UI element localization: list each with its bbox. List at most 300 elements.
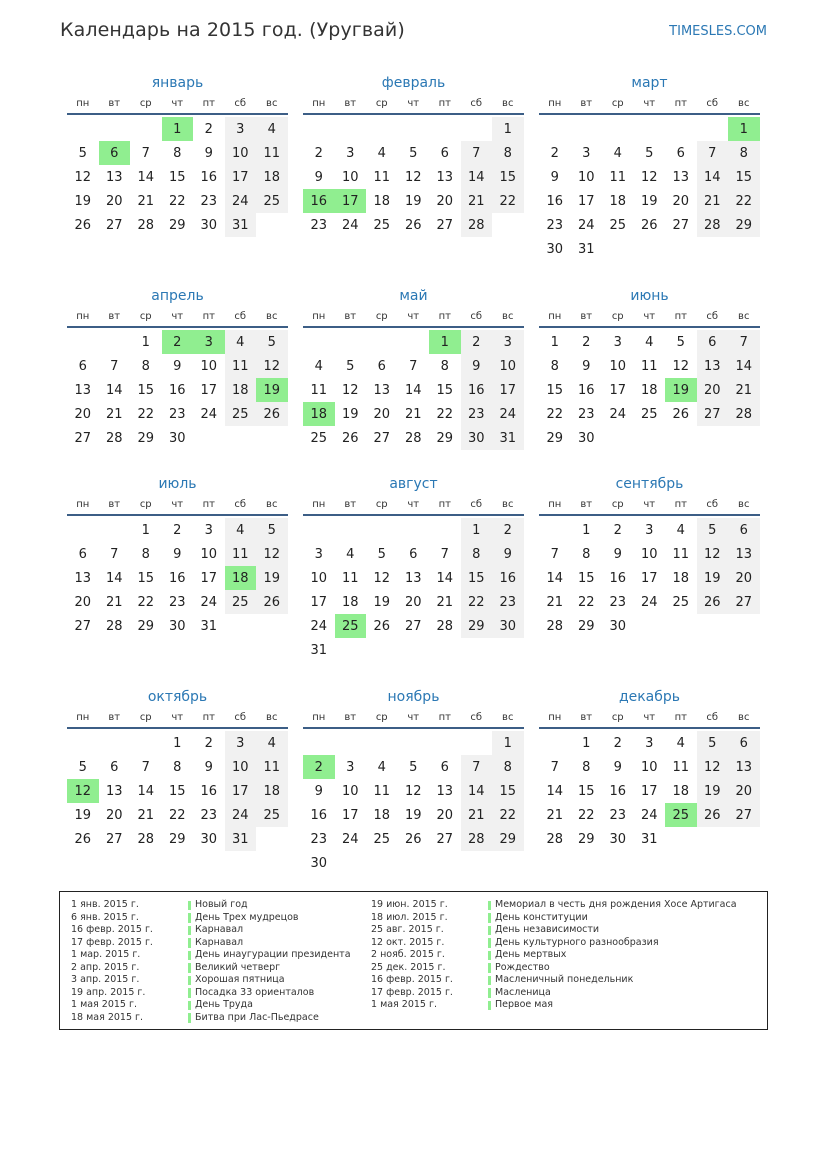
day-cell: 23 <box>577 406 595 422</box>
day-cell: 15 <box>728 165 760 189</box>
day-cell: 11 <box>609 169 627 185</box>
day-cell: 19 <box>697 779 729 803</box>
weekday-label: сб <box>234 499 247 510</box>
weekday-header <box>539 495 760 516</box>
weekday-header <box>303 307 524 328</box>
weekday-label: пт <box>438 712 451 723</box>
day-cell: 6 <box>676 145 685 161</box>
weekday-label: пт <box>438 499 451 510</box>
weekday-header <box>539 94 760 115</box>
empty-day-cell <box>335 330 367 354</box>
weekday-label: сб <box>470 98 483 109</box>
day-cell: 13 <box>728 755 760 779</box>
day-cell: 17 <box>200 570 218 586</box>
day-cell: 16 <box>168 382 186 398</box>
day-cell: 8 <box>173 145 182 161</box>
legend-row <box>371 999 737 1012</box>
day-cell: 23 <box>461 402 493 426</box>
day-cell: 18 <box>256 165 288 189</box>
weekday-label: сб <box>234 311 247 322</box>
day-cell: 27 <box>105 217 123 233</box>
day-cell: 30 <box>168 430 186 446</box>
days-grid <box>539 731 760 851</box>
day-cell: 8 <box>492 141 524 165</box>
day-cell: 5 <box>409 759 418 775</box>
legend-holiday-name: День независимости <box>488 924 599 937</box>
day-cell: 27 <box>672 217 690 233</box>
day-cell: 4 <box>314 358 323 374</box>
day-cell: 14 <box>546 570 564 586</box>
day-cell: 9 <box>613 759 622 775</box>
day-cell: 8 <box>550 358 559 374</box>
day-cell: 21 <box>728 378 760 402</box>
day-cell: 9 <box>173 546 182 562</box>
day-cell: 23 <box>168 406 186 422</box>
day-cell: 19 <box>697 566 729 590</box>
day-cell: 20 <box>404 594 422 610</box>
day-cell: 30 <box>461 426 493 450</box>
day-cell: 6 <box>377 358 386 374</box>
day-cell: 14 <box>137 169 155 185</box>
day-cell: 4 <box>377 759 386 775</box>
weekday-label: пн <box>312 311 326 322</box>
month-name: январь <box>151 75 204 91</box>
day-cell: 19 <box>341 406 359 422</box>
holiday-day-cell: 18 <box>225 566 257 590</box>
day-cell: 30 <box>546 241 564 257</box>
weekday-label: вс <box>502 499 514 510</box>
day-cell: 7 <box>141 759 150 775</box>
day-cell: 26 <box>74 217 92 233</box>
day-cell: 2 <box>314 145 323 161</box>
day-cell: 4 <box>346 546 355 562</box>
day-cell: 8 <box>173 759 182 775</box>
weekday-label: ср <box>375 311 388 322</box>
day-cell: 14 <box>105 570 123 586</box>
day-cell: 19 <box>373 594 391 610</box>
day-cell: 1 <box>550 334 559 350</box>
day-cell: 22 <box>492 803 524 827</box>
day-cell: 8 <box>492 755 524 779</box>
day-cell: 2 <box>613 735 622 751</box>
day-cell: 13 <box>105 783 123 799</box>
day-cell: 20 <box>728 779 760 803</box>
empty-day-cell <box>398 117 430 141</box>
day-cell: 21 <box>546 594 564 610</box>
legend-date: 18 июл. 2015 г. <box>371 911 448 923</box>
day-cell: 20 <box>105 807 123 823</box>
day-cell: 21 <box>105 594 123 610</box>
day-cell: 21 <box>404 406 422 422</box>
legend-holiday-name: День мертвых <box>488 949 566 962</box>
legend-date: 16 февр. 2015 г. <box>71 924 153 935</box>
day-cell: 19 <box>74 193 92 209</box>
day-cell: 9 <box>461 354 493 378</box>
weekday-label: пт <box>202 98 215 109</box>
day-cell: 27 <box>105 831 123 847</box>
days-grid <box>303 731 524 875</box>
weekday-label: ср <box>611 311 624 322</box>
day-cell: 4 <box>676 522 685 538</box>
day-cell: 29 <box>168 217 186 233</box>
day-cell: 23 <box>310 217 328 233</box>
legend-holiday-name: День Трех мудрецов <box>188 912 299 925</box>
legend-date: 17 февр. 2015 г. <box>371 986 453 998</box>
day-cell: 9 <box>204 145 213 161</box>
legend-date: 18 мая 2015 г. <box>71 1011 144 1023</box>
day-cell: 10 <box>200 358 218 374</box>
weekday-label: ср <box>611 712 624 723</box>
day-cell: 10 <box>609 358 627 374</box>
day-cell: 22 <box>492 189 524 213</box>
empty-day-cell <box>67 330 99 354</box>
day-cell: 7 <box>550 546 559 562</box>
day-cell: 26 <box>697 590 729 614</box>
day-cell: 15 <box>577 783 595 799</box>
weekday-label: вт <box>344 98 357 109</box>
day-cell: 11 <box>341 570 359 586</box>
empty-day-cell <box>697 117 729 141</box>
month-5 <box>303 285 524 450</box>
weekday-label: вс <box>266 98 278 109</box>
weekday-label: ср <box>375 98 388 109</box>
empty-day-cell <box>335 731 367 755</box>
legend-holiday-name: Рождество <box>488 962 550 975</box>
day-cell: 29 <box>436 430 454 446</box>
day-cell: 3 <box>613 334 622 350</box>
empty-day-cell <box>130 117 162 141</box>
day-cell: 8 <box>728 141 760 165</box>
day-cell: 5 <box>78 759 87 775</box>
legend-date: 6 янв. 2015 г. <box>71 911 139 923</box>
legend-date: 16 февр. 2015 г. <box>371 974 453 985</box>
days-grid <box>67 731 288 851</box>
legend-holiday-name: Карнавал <box>188 924 243 937</box>
day-cell: 1 <box>492 731 524 755</box>
day-cell: 29 <box>546 430 564 446</box>
empty-day-cell <box>67 731 99 755</box>
days-grid <box>539 117 760 261</box>
holiday-day-cell: 16 <box>303 189 335 213</box>
legend-holiday-name: Масленичный понедельник <box>488 974 633 987</box>
day-cell: 23 <box>168 594 186 610</box>
day-cell: 4 <box>225 330 257 354</box>
day-cell: 18 <box>373 193 391 209</box>
weekday-label: вс <box>738 98 750 109</box>
weekday-label: пт <box>438 98 451 109</box>
day-cell: 9 <box>173 358 182 374</box>
legend-row <box>371 949 737 962</box>
legend-row <box>71 924 351 937</box>
weekday-label: чт <box>407 712 420 723</box>
empty-day-cell <box>429 731 461 755</box>
empty-day-cell <box>67 117 99 141</box>
day-cell: 24 <box>225 803 257 827</box>
weekday-label: пн <box>548 311 562 322</box>
day-cell: 4 <box>676 735 685 751</box>
legend-column-right <box>371 899 737 1012</box>
legend-holiday-name: День культурного разнообразия <box>488 937 659 950</box>
day-cell: 16 <box>609 570 627 586</box>
weekday-label: вс <box>502 311 514 322</box>
day-cell: 28 <box>728 402 760 426</box>
day-cell: 14 <box>436 570 454 586</box>
day-cell: 18 <box>373 807 391 823</box>
empty-day-cell <box>665 117 697 141</box>
day-cell: 3 <box>314 546 323 562</box>
day-cell: 28 <box>404 430 422 446</box>
day-cell: 12 <box>672 358 690 374</box>
month-2 <box>303 72 524 237</box>
legend-row <box>71 974 351 987</box>
empty-day-cell <box>398 518 430 542</box>
day-cell: 9 <box>314 169 323 185</box>
empty-day-cell <box>303 117 335 141</box>
days-grid <box>67 117 288 237</box>
day-cell: 6 <box>697 330 729 354</box>
day-cell: 2 <box>204 121 213 137</box>
weekday-label: вс <box>266 499 278 510</box>
weekday-header <box>67 94 288 115</box>
legend-holiday-name: Масленица <box>488 987 551 1000</box>
empty-day-cell <box>429 518 461 542</box>
weekday-label: ср <box>139 98 152 109</box>
month-name: декабрь <box>618 689 681 705</box>
empty-day-cell <box>539 518 571 542</box>
day-cell: 1 <box>141 522 150 538</box>
day-cell: 31 <box>225 827 257 851</box>
day-cell: 6 <box>728 731 760 755</box>
day-cell: 24 <box>609 406 627 422</box>
weekday-label: вс <box>266 712 278 723</box>
holiday-day-cell: 1 <box>162 117 194 141</box>
day-cell: 2 <box>613 522 622 538</box>
day-cell: 24 <box>200 406 218 422</box>
weekday-label: пт <box>202 712 215 723</box>
weekday-label: чт <box>171 311 184 322</box>
day-cell: 28 <box>137 831 155 847</box>
month-name: июль <box>158 476 197 492</box>
holiday-day-cell: 2 <box>303 755 335 779</box>
day-cell: 15 <box>546 382 564 398</box>
empty-day-cell <box>602 117 634 141</box>
day-cell: 3 <box>225 731 257 755</box>
day-cell: 11 <box>310 382 328 398</box>
day-cell: 3 <box>582 145 591 161</box>
day-cell: 25 <box>609 217 627 233</box>
day-cell: 6 <box>78 358 87 374</box>
day-cell: 26 <box>672 406 690 422</box>
day-cell: 20 <box>672 193 690 209</box>
day-cell: 10 <box>310 570 328 586</box>
empty-day-cell <box>398 330 430 354</box>
day-cell: 17 <box>609 382 627 398</box>
legend-date: 2 апр. 2015 г. <box>71 961 140 973</box>
day-cell: 12 <box>74 169 92 185</box>
holiday-day-cell: 19 <box>665 378 697 402</box>
day-cell: 20 <box>373 406 391 422</box>
day-cell: 22 <box>461 590 493 614</box>
days-grid <box>303 117 524 237</box>
day-cell: 14 <box>461 779 493 803</box>
day-cell: 17 <box>225 779 257 803</box>
day-cell: 12 <box>404 169 422 185</box>
weekday-label: пн <box>76 98 90 109</box>
day-cell: 30 <box>200 217 218 233</box>
day-cell: 22 <box>577 594 595 610</box>
legend-date: 17 февр. 2015 г. <box>71 936 153 948</box>
empty-day-cell <box>335 117 367 141</box>
day-cell: 29 <box>137 430 155 446</box>
weekday-label: вс <box>266 311 278 322</box>
day-cell: 21 <box>137 193 155 209</box>
legend-date: 19 июн. 2015 г. <box>371 899 448 910</box>
weekday-label: ср <box>611 98 624 109</box>
holiday-day-cell: 3 <box>193 330 225 354</box>
weekday-header <box>67 495 288 516</box>
day-cell: 18 <box>341 594 359 610</box>
empty-day-cell <box>366 518 398 542</box>
legend-row <box>71 1012 351 1025</box>
day-cell: 11 <box>256 755 288 779</box>
legend-holiday-name: Битва при Лас-Пьедрасе <box>188 1012 319 1025</box>
day-cell: 29 <box>577 831 595 847</box>
day-cell: 7 <box>110 546 119 562</box>
day-cell: 26 <box>341 430 359 446</box>
day-cell: 14 <box>697 165 729 189</box>
day-cell: 29 <box>137 618 155 634</box>
day-cell: 25 <box>225 402 257 426</box>
day-cell: 28 <box>461 827 493 851</box>
month-name: октябрь <box>147 689 208 705</box>
day-cell: 4 <box>613 145 622 161</box>
day-cell: 8 <box>440 358 449 374</box>
site-link[interactable]: TIMESLES.COM <box>669 24 767 39</box>
day-cell: 20 <box>436 807 454 823</box>
day-cell: 26 <box>373 618 391 634</box>
weekday-label: сб <box>706 499 719 510</box>
weekday-header <box>303 495 524 516</box>
day-cell: 7 <box>110 358 119 374</box>
weekday-label: сб <box>234 712 247 723</box>
day-cell: 1 <box>461 518 493 542</box>
day-cell: 29 <box>168 831 186 847</box>
day-cell: 5 <box>676 334 685 350</box>
day-cell: 28 <box>697 213 729 237</box>
weekday-label: чт <box>407 499 420 510</box>
weekday-label: чт <box>643 499 656 510</box>
day-cell: 10 <box>341 169 359 185</box>
day-cell: 13 <box>672 169 690 185</box>
day-cell: 10 <box>640 546 658 562</box>
day-cell: 16 <box>492 566 524 590</box>
day-cell: 24 <box>341 831 359 847</box>
empty-day-cell <box>539 731 571 755</box>
day-cell: 15 <box>168 783 186 799</box>
day-cell: 15 <box>168 169 186 185</box>
day-cell: 23 <box>609 807 627 823</box>
day-cell: 28 <box>461 213 493 237</box>
day-cell: 3 <box>346 145 355 161</box>
weekday-label: пн <box>548 98 562 109</box>
weekday-label: пт <box>674 311 687 322</box>
day-cell: 23 <box>200 807 218 823</box>
month-11 <box>303 686 524 875</box>
day-cell: 3 <box>492 330 524 354</box>
day-cell: 26 <box>256 402 288 426</box>
legend-row <box>71 999 351 1012</box>
month-4 <box>67 285 288 450</box>
weekday-label: ср <box>139 499 152 510</box>
day-cell: 10 <box>200 546 218 562</box>
day-cell: 28 <box>436 618 454 634</box>
day-cell: 27 <box>436 217 454 233</box>
day-cell: 25 <box>225 590 257 614</box>
day-cell: 11 <box>672 546 690 562</box>
legend-holiday-name: Карнавал <box>188 937 243 950</box>
day-cell: 28 <box>546 618 564 634</box>
day-cell: 5 <box>256 518 288 542</box>
day-cell: 18 <box>672 783 690 799</box>
legend-row <box>71 962 351 975</box>
day-cell: 4 <box>225 518 257 542</box>
legend-row <box>371 924 737 937</box>
day-cell: 10 <box>640 759 658 775</box>
day-cell: 27 <box>728 590 760 614</box>
day-cell: 5 <box>697 731 729 755</box>
day-cell: 22 <box>137 594 155 610</box>
weekday-label: пн <box>76 712 90 723</box>
day-cell: 15 <box>492 779 524 803</box>
weekday-label: пн <box>312 98 326 109</box>
day-cell: 6 <box>440 759 449 775</box>
weekday-label: вт <box>580 98 593 109</box>
empty-day-cell <box>366 117 398 141</box>
day-cell: 14 <box>461 165 493 189</box>
day-cell: 28 <box>105 618 123 634</box>
day-cell: 11 <box>373 783 391 799</box>
day-cell: 20 <box>74 406 92 422</box>
weekday-label: пн <box>312 712 326 723</box>
month-12 <box>539 686 760 851</box>
holiday-day-cell: 25 <box>665 803 697 827</box>
day-cell: 11 <box>672 759 690 775</box>
page-title: Календарь на 2015 год. (Уругвай) <box>60 19 405 41</box>
weekday-label: чт <box>171 499 184 510</box>
day-cell: 7 <box>728 330 760 354</box>
day-cell: 28 <box>546 831 564 847</box>
day-cell: 30 <box>577 430 595 446</box>
day-cell: 26 <box>256 590 288 614</box>
month-name: апрель <box>151 288 204 304</box>
day-cell: 21 <box>697 189 729 213</box>
empty-day-cell <box>99 330 131 354</box>
day-cell: 24 <box>225 189 257 213</box>
weekday-label: пт <box>674 98 687 109</box>
day-cell: 19 <box>404 193 422 209</box>
day-cell: 25 <box>672 594 690 610</box>
weekday-label: чт <box>407 98 420 109</box>
day-cell: 9 <box>550 169 559 185</box>
weekday-label: пт <box>674 499 687 510</box>
legend-row <box>371 974 737 987</box>
day-cell: 7 <box>141 145 150 161</box>
weekday-label: пн <box>548 712 562 723</box>
day-cell: 5 <box>256 330 288 354</box>
day-cell: 12 <box>697 542 729 566</box>
empty-day-cell <box>634 117 666 141</box>
day-cell: 16 <box>577 382 595 398</box>
